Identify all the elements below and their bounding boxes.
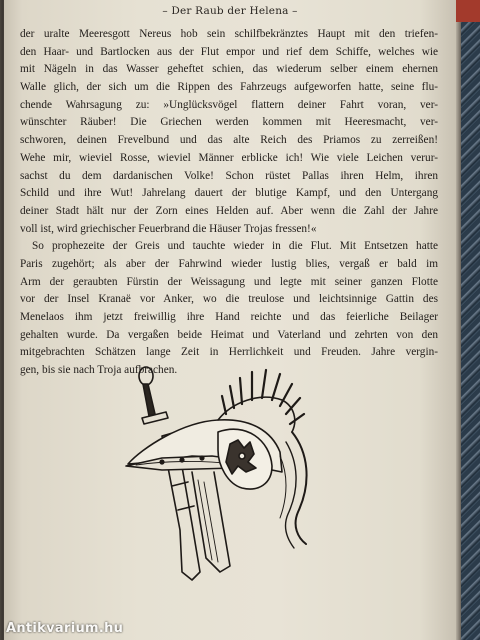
text-line: Walle glich, der sich um die Rippen des Fahrzeugs aufgeworfen hatte, seine flu- [20, 81, 438, 94]
helmet-rivet [180, 458, 184, 462]
text-line: mit Nägeln in das Wasser geheftet schien, das wiederum selber einem ehernen [20, 63, 438, 76]
text-line: Paris zugehört; als aber der Fahrwind wieder lustig blies, vergaß er bald im [20, 257, 438, 270]
text-line: schworen, deinen Frevelbund und das alte Reich des Priamos zu zerreißen! [20, 134, 438, 147]
helmet-sword-illustration [122, 362, 332, 602]
text-line: gehalten wurde. Da vergaßen beide Heimat und Vaterland und zehrten von den [20, 328, 438, 341]
watermark: Antikvarium.hu [6, 621, 124, 636]
text-line: Schild und ihre Wut! Jahrelang dauert der blutige Kampf, und den Untergang [20, 187, 438, 200]
running-head: – Der Raub der Helena – [162, 5, 298, 17]
text-line: deiner Stadt hält nur der Zorn eines Helden auf. Aber wenn die Zahl der Jahre [20, 204, 438, 217]
sword-pommel [139, 367, 153, 385]
text-line: voll ist, wird griechischer Feuerbrand die Häuser Trojas fressen!« [20, 222, 317, 235]
text-line: vor der Insel Kranaë vor Anker, wo die treulose und leichtsinnige Gattin des [20, 293, 438, 306]
text-line: der uralte Meeresgott Nereus hob sein schilfbekränztes Haupt mit den triefen- [20, 28, 438, 40]
text-line: den Haar- und Bartlocken aus der Flut empor und rief dem Schiffe, welches wie [20, 45, 438, 58]
text-line: gen, bis sie nach Troja aufbrachen. [20, 364, 178, 377]
strap-detail [198, 480, 218, 562]
text-line: wünschter Räuber! Die Griechen werden kommen mit Heeresmacht, ver- [20, 116, 438, 129]
text-line: mitgebrachten Schätzen lange Zeit in Herrlichkeit und Freuden. Jahre vergin- [20, 346, 438, 359]
relief-figure-head [239, 453, 245, 459]
text-line: Arm der geraubten Fürstin der Weissagung und legte mit seiner ganzen Flotte [20, 275, 438, 288]
helmet-rivet [200, 456, 204, 460]
plume-tail [292, 432, 307, 544]
sword-grip [143, 384, 155, 416]
text-line: chende Wahrsagung zu: »Unglücksvögel flattern deiner Fahrt voran, ver- [20, 98, 438, 111]
text-line: sachst du dem dardanischen Volke! Schon rüstet Pallas ihren Helm, ihren [20, 169, 438, 182]
text-line: Wehe mir, wieviel Rosse, wieviel Männer erblicke ich! Wie viele Leichen verur- [20, 151, 438, 164]
text-line: Menelaos ihm jetzt freiwillig ihre Hand reichte und das feierliche Beilager [20, 311, 438, 323]
bookmark-ribbon [456, 0, 480, 22]
book-page [4, 0, 456, 640]
body-text [20, 26, 438, 380]
text-line: So prophezeite der Greis und tauchte wieder in die Flut. Mit Entsetzen hatte [32, 240, 438, 253]
helmet-plume [222, 370, 304, 424]
helmet-rivet [160, 460, 164, 464]
plume-tail-inner [286, 442, 297, 548]
cover-edge [456, 0, 480, 640]
